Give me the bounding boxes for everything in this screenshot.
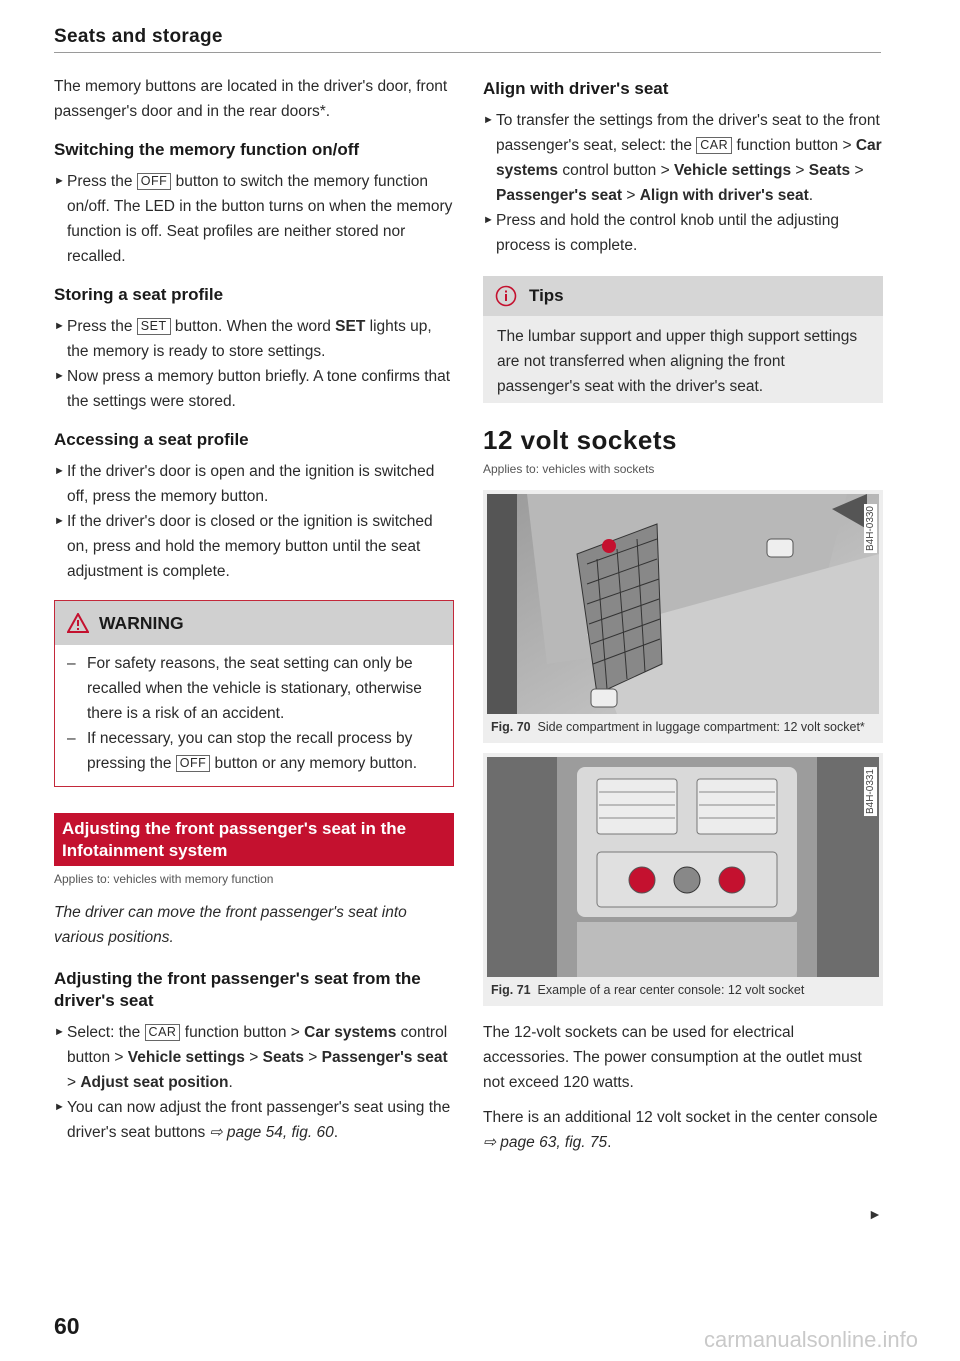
warning-header: WARNING [55, 601, 453, 645]
tips-header: Tips [483, 276, 883, 316]
figure-71 [483, 753, 883, 1006]
intro-italic: The driver can move the front passenger's seat into various positions. [54, 904, 407, 946]
figure-70-caption: Fig. 70 Side compartment in luggage compartment: 12 volt socket* [491, 720, 865, 734]
storing-heading: Storing a seat profile [54, 285, 224, 304]
align-bullet-1: ► To transfer the settings from the driver's seat to the front passenger's seat, select: the CAR function button > Car systems control button > Vehicle settings > Seats > Passenger's seat > Align with driver's seat. [483, 108, 883, 208]
bullet-arrow-icon: ► [54, 175, 65, 187]
applies-to-note: Applies to: vehicles with memory function [54, 872, 274, 886]
info-icon [495, 285, 517, 307]
continue-arrow-icon: ► [868, 1206, 882, 1222]
accessing-heading: Accessing a seat profile [54, 430, 249, 449]
figure-code: B4H-0331 [865, 769, 876, 815]
section-header: Seats and storage [54, 26, 223, 47]
header-divider [54, 52, 881, 53]
page-reference-link[interactable]: ⇨ page 54, fig. 60 [209, 1124, 334, 1141]
sockets-paragraph-1: The 12-volt sockets can be used for electrical accessories. The power consumption at the outlet must not exceed 120 watts. [483, 1024, 862, 1091]
sockets-applies-to: Applies to: vehicles with sockets [483, 462, 655, 476]
warning-box [54, 600, 454, 787]
warning-triangle-icon [67, 613, 89, 633]
bullet-arrow-icon: ► [483, 114, 494, 126]
off-key: OFF [137, 173, 172, 190]
sockets-paragraph-2: There is an additional 12 volt socket in the center console ⇨ page 63, fig. 75. [483, 1109, 878, 1151]
bullet-arrow-icon: ► [54, 465, 65, 477]
car-key: CAR [145, 1024, 181, 1041]
bullet-arrow-icon: ► [54, 370, 65, 382]
car-key: CAR [696, 137, 732, 154]
page-number: 60 [54, 1313, 80, 1339]
page-reference-link[interactable]: ⇨ page 63, fig. 75 [483, 1134, 608, 1151]
sockets-title: 12 volt sockets [483, 425, 677, 455]
bullet-arrow-icon: ► [54, 515, 65, 527]
adjust-subheading: Adjusting the front passenger's seat from the driver's seat [54, 969, 421, 1010]
accessing-bullet-2: ► If the driver's door is closed or the ignition is switched on, press and hold the memory button until the seat adjustment is complete. [54, 509, 454, 584]
luggage-compartment-illustration [487, 494, 879, 714]
intro-paragraph: The memory buttons are located in the driver's door, front passenger's door and in the rear doors*. [54, 78, 448, 120]
adjust-bullet-1: ► Select: the CAR function button > Car systems control button > Vehicle settings > Seats > Passenger's seat > Adjust seat position. [54, 1020, 454, 1095]
left-column [54, 74, 454, 1145]
bullet-arrow-icon: ► [483, 214, 494, 226]
accessing-bullet-1: ► If the driver's door is open and the ignition is switched off, press the memory button. [54, 459, 454, 509]
off-key: OFF [176, 755, 211, 772]
bullet-arrow-icon: ► [54, 1101, 65, 1113]
bullet-arrow-icon: ► [54, 320, 65, 332]
set-key: SET [137, 318, 171, 335]
right-column [483, 74, 883, 1155]
watermark: carmanualsonline.info [703, 1327, 918, 1352]
switching-heading: Switching the memory function on/off [54, 140, 360, 159]
tips-body: The lumbar support and upper thigh support settings are not transferred when aligning the front passenger's seat with the driver's seat. [483, 316, 883, 403]
storing-bullet-2: ► Now press a memory button briefly. A tone confirms that the settings were stored. [54, 364, 454, 414]
align-heading: Align with driver's seat [483, 79, 669, 98]
adjust-section-heading: Adjusting the front passenger's seat in the Infotainment system [54, 813, 454, 866]
rear-console-illustration [487, 757, 879, 977]
warning-item-1: – For safety reasons, the seat setting can only be recalled when the vehicle is stationary, otherwise there is a risk of an accident. [67, 655, 422, 722]
warning-item-2: – If necessary, you can stop the recall process by pressing the OFF button or any memory button. [67, 730, 418, 772]
figure-code: B4H-0330 [865, 506, 876, 552]
figure-71-caption: Fig. 71 Example of a rear center console: 12 volt socket [491, 983, 805, 997]
switching-bullet: ► Press the OFF button to switch the memory function on/off. The LED in the button turns on when the memory function is off. Seat profiles are neither stored nor recalled. [54, 169, 454, 269]
figure-70 [483, 490, 883, 743]
bullet-arrow-icon: ► [54, 1026, 65, 1038]
storing-bullet-1: ► Press the SET button. When the word SET lights up, the memory is ready to store settings. [54, 314, 454, 364]
adjust-bullet-2: ► You can now adjust the front passenger's seat using the driver's seat buttons ⇨ page 54, fig. 60. [54, 1095, 454, 1145]
align-bullet-2: ► Press and hold the control knob until the adjusting process is complete. [483, 208, 883, 258]
